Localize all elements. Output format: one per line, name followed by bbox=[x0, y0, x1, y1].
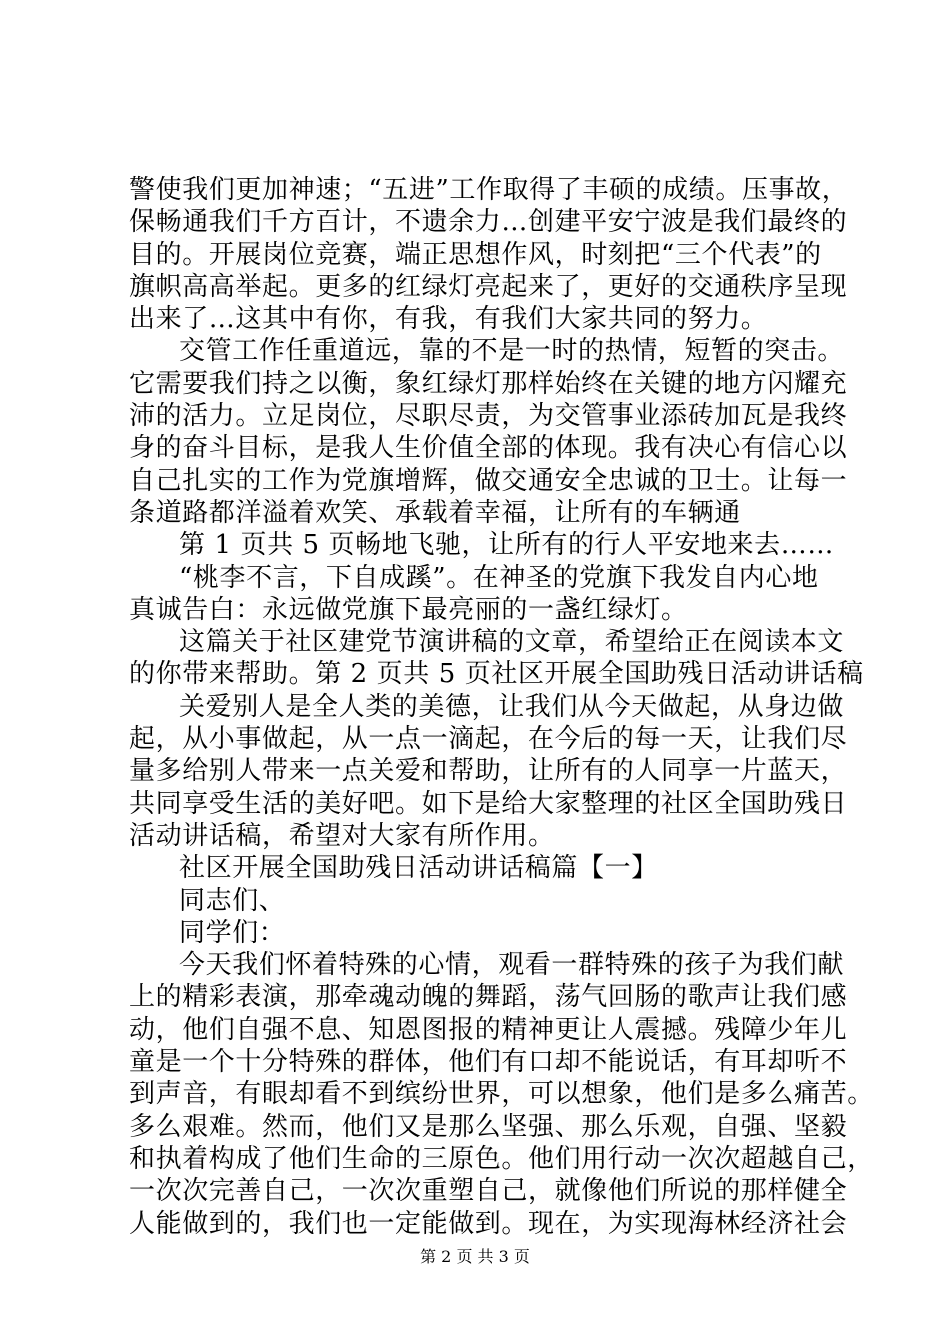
text-line: “桃李不言，下自成蹊”。在神圣的党旗下我发自内心地 bbox=[179, 562, 819, 593]
text-line: 警使我们更加神速；“五进”工作取得了丰硕的成绩。压事故， bbox=[129, 175, 849, 205]
text-line: 同学们： bbox=[179, 917, 286, 948]
text-line: 人能做到的，我们也一定能做到。现在，为实现海林经济社会 bbox=[129, 1208, 848, 1239]
text-line: 条道路都洋溢着欢笑、承载着幸福，让所有的车辆通 bbox=[129, 497, 741, 528]
text-line: 起，从小事做起，从一点一滴起，在今后的每一天，让我们尽 bbox=[129, 724, 848, 755]
text-line: 的你带来帮助。第 2 页共 5 页社区开展全国助残日活动讲话稿 bbox=[129, 659, 864, 690]
text-line: 这篇关于社区建党节演讲稿的文章，希望给正在阅读本文 bbox=[179, 627, 845, 658]
text-line: 交管工作任重道远，靠的不是一时的热情，短暂的突击。 bbox=[179, 336, 845, 367]
text-line: 身的奋斗目标，是我人生价值全部的体现。我有决心有信心以 bbox=[129, 433, 848, 464]
text-line: 多么艰难。然而，他们又是那么坚强、那么乐观，自强、坚毅 bbox=[129, 1111, 848, 1142]
text-line: 关爱别人是全人类的美德，让我们从今天做起，从身边做 bbox=[179, 691, 845, 722]
text-line: 共同享受生活的美好吧。如下是给大家整理的社区全国助残日 bbox=[129, 788, 848, 819]
text-line: 出来了…这其中有你，有我，有我们大家共同的努力。 bbox=[129, 304, 768, 335]
text-line: 自己扎实的工作为党旗增辉，做交通安全忠诚的卫士。让每一 bbox=[129, 465, 848, 496]
text-line: 沛的活力。立足岗位，尽职尽责，为交管事业添砖加瓦是我终 bbox=[129, 401, 848, 432]
text-line: 童是一个十分特殊的群体，他们有口却不能说话，有耳却听不 bbox=[129, 1047, 848, 1078]
text-line: 同志们、 bbox=[179, 885, 286, 916]
text-line: 目的。开展岗位竞赛，端正思想作风，时刻把“三个代表”的 bbox=[129, 239, 822, 270]
text-line: 它需要我们持之以衡，象红绿灯那样始终在关键的地方闪耀充 bbox=[129, 368, 848, 399]
text-line: 动，他们自强不息、知恩图报的精神更让人震撼。残障少年儿 bbox=[129, 1014, 848, 1045]
text-line: 量多给别人带来一点关爱和帮助，让所有的人同享一片蓝天， bbox=[129, 756, 848, 787]
text-line: 上的精彩表演，那牵魂动魄的舞蹈，荡气回肠的歌声让我们感 bbox=[129, 982, 848, 1013]
text-line: 社区开展全国助残日活动讲话稿篇【一】 bbox=[179, 853, 658, 884]
page-footer: 第 2 页 共 3 页 bbox=[420, 1247, 530, 1266]
text-line: 今天我们怀着特殊的心情，观看一群特殊的孩子为我们献 bbox=[179, 950, 845, 981]
text-line: 一次次完善自己，一次次重塑自己，就像他们所说的那样健全 bbox=[129, 1176, 848, 1207]
text-line: 旗帜高高举起。更多的红绿灯亮起来了，更好的交通秩序呈现 bbox=[129, 271, 848, 302]
text-line: 和执着构成了他们生命的三原色。他们用行动一次次超越自己， bbox=[129, 1143, 874, 1174]
text-line: 活动讲话稿，希望对大家有所作用。 bbox=[129, 820, 555, 851]
text-line: 保畅通我们千方百计，不遗余力…创建平安宁波是我们最终的 bbox=[129, 207, 848, 238]
document-body bbox=[129, 174, 874, 1240]
text-line: 第 1 页共 5 页畅地飞驰，让所有的行人平安地来去…… bbox=[179, 530, 834, 561]
text-line: 到声音，有眼却看不到缤纷世界，可以想象，他们是多么痛苦。 bbox=[129, 1079, 874, 1110]
text-line: 真诚告白：永远做党旗下最亮丽的一盏红绿灯。 bbox=[129, 594, 688, 625]
